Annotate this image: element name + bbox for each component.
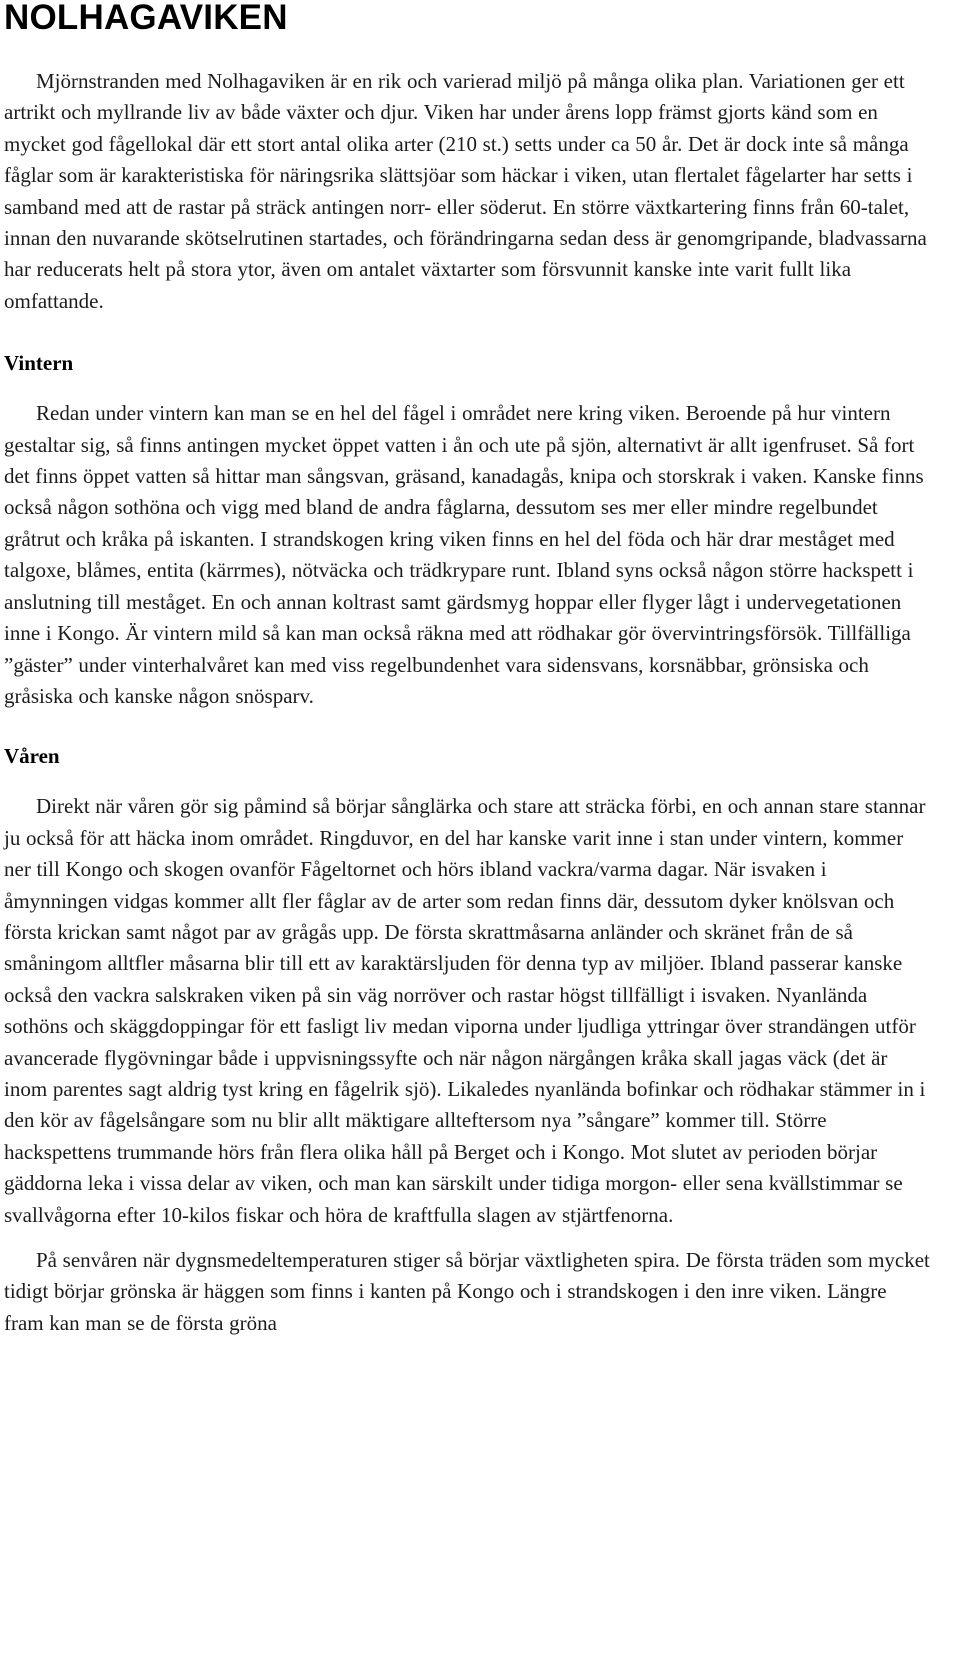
section-heading-varen: Våren <box>4 744 60 769</box>
document-page <box>4 0 930 1339</box>
section-heading-vintern: Vintern <box>4 351 74 376</box>
vintern-paragraph: Redan under vintern kan man se en hel del fågel i området nere kring viken. Beroende på hur vintern gestaltar sig, så finns antingen mycket öppet vatten i ån och ute på sjön, alternativt är allt igenfruset. Så fort det finns öppet vatten så hittar man sångsvan, gräsand, kanadagås, knipa och storskrak i vaken. Kanske finns också någon sothöna och vigg med bland de andra fåglarna, dessutom ses mer eller mindre regelbundet gråtrut och kråka på iskanten. I strandskogen kring viken finns en hel del föda och här drar meståget med talgoxe, blåmes, entita (kärrmes), nötväcka och trädkrypare runt. Ibland syns också någon större hackspett i anslutning till meståget. En och annan koltrast samt gärdsmyg hoppar eller flyger lågt i undervegetationen inne i Kongo. Är vintern mild så kan man också räkna med att rödhakar gör övervintringsförsök. Tillfälliga ”gäster” under vinterhalvåret kan med viss regelbundenhet vara sidensvans, korsnäbbar, grönsiska och gråsiska och kanske någon snösparv. <box>4 401 924 708</box>
varen-paragraph-1: Direkt när våren gör sig påmind så börjar sånglärka och stare att sträcka förbi, en och annan stare stannar ju också för att häcka inom området. Ringduvor, en del har kanske varit inne i stan under vintern, kommer ner till Kongo och skogen ovanför Fågeltornet och hörs ibland vackra/varma dagar. När isvaken i åmynningen vidgas kommer allt fler fåglar av de arter som redan finns där, dessutom dyker knölsvan och första krickan samt något par av grågås upp. De första skrattmåsarna anländer och skränet från de så småningom alltfler måsarna blir till ett av karaktärsljuden för denna typ av miljöer. Ibland passerar kanske också den vackra salskraken viken på sin väg norröver och rastar högst tillfälligt i isvaken. Nyanlända sothöns och skäggdoppingar för ett fasligt liv medan viporna under ljudliga yttringar över strandängen utför avancerade flygövningar både i uppvisningssyfte och när någon närgången kråka skall jagas väck (det är inom parentes sagt aldrig tyst kring en fågelrik sjö). Likaledes nyanlända bofinkar och rödhakar stämmer in i den kör av fågelsångare som nu blir allt mäktigare allteftersom nya ”sångare” kommer till. Större hackspettens trummande hörs från flera olika håll på Berget och i Kongo. Mot slutet av perioden börjar gäddorna leka i vissa delar av viken, och man kan särskilt under tidiga morgon- eller sena kvällstimmar se svallvågorna efter 10-kilos fiskar och höra de kraftfulla slagen av stjärtfenorna. <box>4 794 926 1227</box>
varen-paragraph-2: På senvåren när dygnsmedeltemperaturen stiger så börjar växtligheten spira. De första träden som mycket tidigt börjar grönska är häggen som finns i kanten på Kongo och i strandskogen i den inre viken. Längre fram kan man se de första gröna <box>4 1248 930 1335</box>
document-title: NOLHAGAVIKEN <box>4 0 288 37</box>
intro-paragraph: Mjörnstranden med Nolhagaviken är en rik och varierad miljö på många olika plan. Variationen ger ett artrikt och myllrande liv av både växter och djur. Viken har under årens lopp främst gjorts känd som en mycket god fågellokal där ett stort antal olika arter (210 st.) setts under ca 50 år. Det är dock inte så många fåglar som är karakteristiska för näringsrika slättsjöar som häckar i viken, utan flertalet fågelarter har setts i samband med att de rastar på sträck antingen norr- eller söderut. En större växtkartering finns från 60-talet, innan den nuvarande skötselrutinen startades, och förändringarna sedan dess är genomgripande, bladvassarna har reducerats helt på stora ytor, även om antalet växtarter som försvunnit kanske inte varit fullt lika omfattande. <box>4 69 927 313</box>
